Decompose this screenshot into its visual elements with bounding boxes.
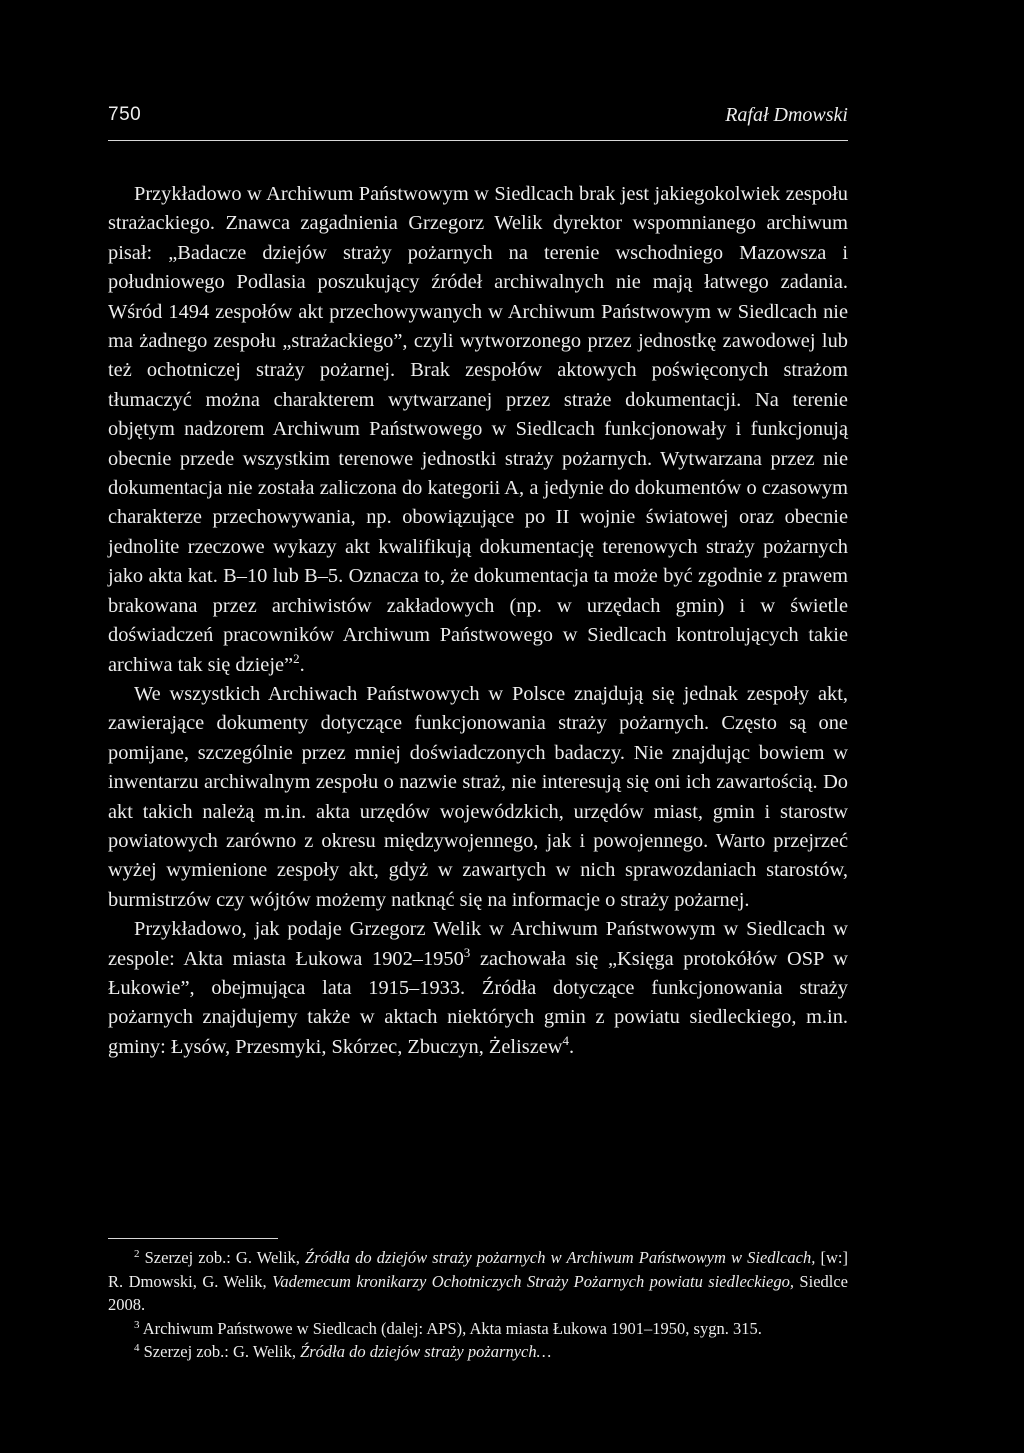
paragraph-3-text-b: zachowała się „Księga protokółów OSP w Łukowie”, obejmująca lata 1915–1933. Źródła dotyczące funkcjonowania straży pożarnych znajdujemy także w aktach niektórych gmin z powiatu siedleckiego, m.in. gminy: Łysów, Przesmyki, Skórzec, Zbuczyn, Żeliszew <box>108 947 848 1058</box>
footnote-3 <box>108 1317 848 1341</box>
footnote-2-title-2: Vademecum kronikarzy Ochotniczych Straży Pożarnych powiatu siedleckiego, <box>272 1271 794 1291</box>
footnote-4-title: Źródła do dziejów straży pożarnych… <box>300 1342 552 1361</box>
footnote-ref-4: 4 <box>562 1032 570 1048</box>
footnote-2-title-1: Źródła do dziejów straży pożarnych w Archiwum Państwowym w Siedlcach, <box>305 1248 816 1267</box>
footnote-2-number: 2 <box>134 1248 140 1260</box>
footnote-2-text-c: Siedlce 2008. <box>108 1271 848 1314</box>
footnote-3-number: 3 <box>134 1318 140 1331</box>
paragraph-3 <box>108 915 848 1062</box>
footnote-2-text-b: [w:] R. Dmowski, G. Welik, <box>108 1248 848 1291</box>
page-header <box>108 104 848 134</box>
footnotes <box>108 1246 848 1364</box>
paragraph-1-text: Przykładowo w Archiwum Państwowym w Siedlcach brak jest jakiegokolwiek zespołu strażackiego. Znawca zagadnienia Grzegorz Welik dyrektor wspomnianego archiwum pisał: „Badacze dziejów straży pożarnych na terenie wschodniego Mazowsza i południowego Podlasia poszukujący źródeł archiwalnych nie mają łatwego zadania. Wśród 1494 zespołów akt przechowywanych w Archiwum Państwowym w Siedlcach nie ma żadnego zespołu „strażackiego”, czyli wytworzonego przez jednostkę zawodowej lub też ochotniczej straży pożarnej. Brak zespołów aktowych poświęconych strażom tłumaczyć można charakterem wytwarzanej przez straże dokumentacji. Na terenie objętym nadzorem Archiwum Państwowego w Siedlcach funkcjonowały i funkcjonują obecnie przede wszystkim terenowe jednostki straży pożarnych. Wytwarzana przez nie dokumentacja nie została zaliczona do kategorii A, a jedynie do dokumentów o czasowym charakterze przechowywania, np. obowiązujące po II wojnie światowej oraz obecnie jednolite rzeczowe wykazy akt kwalifikują dokumentację terenowych straży pożarnych jako akta kat. B–10 lub B–5. Oznacza to, że dokumentacja ta może być zgodnie z prawem brakowana przez archiwistów zakładowych (np. w urzędach gmin) i w świetle doświadczeń pracowników Archiwum Państwowego w Siedlcach kontrolujących takie archiwa tak się dzieje” <box>108 183 848 676</box>
running-head-author: Rafał Dmowski <box>725 104 848 126</box>
paragraph-1 <box>108 180 848 680</box>
paragraph-1-end: . <box>299 653 305 676</box>
footnote-4 <box>108 1340 848 1364</box>
paragraph-3-end: . <box>569 1035 575 1058</box>
footnote-4-number: 4 <box>134 1342 140 1354</box>
body-text <box>108 180 848 1062</box>
footnote-2-text-a: Szerzej zob.: G. Welik, <box>139 1248 306 1267</box>
page-number: 750 <box>108 104 142 125</box>
paragraph-3-text-a: Przykładowo, jak podaje Grzegorz Welik w Archiwum Państwowym w Siedlcach w zespole: Akta miasta Łukowa 1902–1950 <box>108 918 848 970</box>
paragraph-2: We wszystkich Archiwach Państwowych w Polsce znajdują się jednak zespoły akt, zawierające dokumenty dotyczące funkcjonowania straży pożarnych. Często są one pomijane, szczególnie przez mniej doświadczonych badaczy. Nie znajdując bowiem w inwentarzu archiwalnym zespołu o nazwie straż, nie interesują się oni ich zawartością. Do akt takich należą m.in. akta urzędów wojewódzkich, urzędów miast, gmin i starostw powiatowych zarówno z okresu międzywojennego, jak i powojennego. Warto przejrzeć wyżej wymienione zespoły akt, gdyż w zawartych w nich sprawozdaniach starostów, burmistrzów czy wójtów możemy natknąć się na informacje o straży pożarnej. <box>108 682 848 911</box>
footnote-ref-2: 2 <box>293 650 300 666</box>
header-rule <box>108 140 848 141</box>
footnote-2 <box>108 1246 848 1317</box>
footnote-ref-3: 3 <box>463 944 471 960</box>
footnote-3-text: Archiwum Państwowe w Siedlcach (dalej: APS), Akta miasta Łukowa 1901–1950, sygn. 315. <box>139 1318 762 1338</box>
footnote-4-text-a: Szerzej zob.: G. Welik, <box>139 1342 301 1361</box>
footnote-rule <box>108 1238 278 1239</box>
